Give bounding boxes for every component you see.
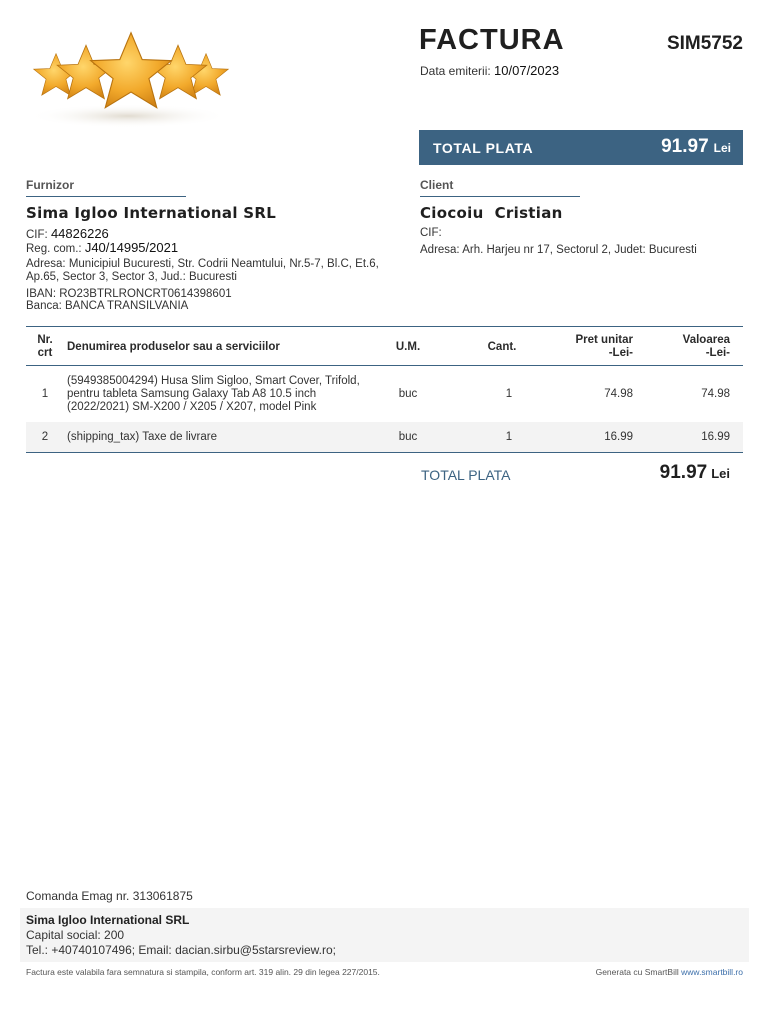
client-address: Adresa: Arh. Harjeu nr 17, Sectorul 2, Judet: Bucuresti (420, 244, 697, 256)
header-value-line1: Valoarea (682, 334, 730, 346)
row-nr: 1 (41, 388, 49, 400)
header-value-line2: -Lei- (705, 347, 730, 359)
summary-currency: Lei (711, 466, 730, 481)
header-nr-line2: crt (37, 347, 53, 359)
row-um: buc (398, 431, 418, 443)
supplier-reg-value: J40/14995/2021 (84, 240, 179, 255)
table-row (26, 422, 743, 453)
total-currency: Lei (713, 141, 731, 155)
header-unit-price (546, 334, 633, 360)
products-table (26, 326, 743, 453)
total-payment-amount (661, 136, 731, 158)
row-qty: 1 (505, 388, 513, 400)
client-cif: CIF: (420, 227, 442, 239)
row-product-name: (shipping_tax) Taxe de livrare (67, 431, 218, 443)
invoice-number: SIM5752 (666, 33, 743, 54)
total-payment-label: TOTAL PLATA (433, 140, 534, 156)
row-unit-price: 74.98 (604, 388, 633, 400)
footer-capital: Capital social: 200 (26, 928, 125, 942)
row-unit-price: 16.99 (604, 431, 633, 443)
header-product-name: Denumirea produselor sau a serviciilor (67, 341, 280, 353)
header-nr (26, 334, 64, 360)
summary-total-label: TOTAL PLATA (421, 467, 511, 483)
header-nr-line1: Nr. (37, 334, 53, 346)
generated-text: Generata cu SmartBill (595, 967, 679, 977)
document-title: FACTURA (419, 24, 565, 56)
summary-total-value: 91.97 (659, 462, 708, 483)
smartbill-link[interactable]: www.smartbill.ro (681, 967, 743, 977)
supplier-reg-label: Reg. com.: (26, 243, 82, 255)
supplier-address-line2: Ap.65, Sector 3, Sector 3, Jud.: Bucuresti (26, 271, 237, 283)
footer-company-name: Sima Igloo International SRL (26, 913, 190, 927)
order-reference: Comanda Emag nr. 313061875 (26, 889, 193, 903)
row-product-name-line2: pentru tableta Samsung Galaxy Tab A8 10.5 inch (67, 388, 317, 400)
row-nr: 2 (41, 431, 49, 443)
issue-date-label: Data emiterii: (420, 64, 491, 78)
legal-note: Factura este valabila fara semnatura si stampila, conform art. 319 alin. 29 din legea 227/2015. (26, 967, 380, 977)
total-payment-bar (419, 130, 743, 165)
row-value: 74.98 (701, 388, 730, 400)
supplier-name: Sima Igloo International SRL (26, 204, 277, 222)
row-qty: 1 (505, 431, 513, 443)
five-stars-logo (28, 28, 238, 128)
supplier-reg (26, 241, 178, 256)
header-unit-price-line2: -Lei- (608, 347, 633, 359)
row-um: buc (398, 388, 418, 400)
issue-date (420, 63, 559, 78)
supplier-cif-label: CIF: (26, 229, 48, 241)
header-um: U.M. (395, 341, 421, 353)
summary-total-amount (600, 462, 730, 484)
header-unit-price-line1: Pret unitar (575, 334, 633, 346)
header-value (646, 334, 730, 360)
total-amount-value: 91.97 (661, 136, 709, 157)
row-product-name (67, 375, 377, 414)
header-qty: Cant. (487, 341, 517, 353)
table-header (26, 326, 743, 366)
supplier-address-line1: Adresa: Municipiul Bucuresti, Str. Codrii Neamtului, Nr.5-7, Bl.C, Et.6, (26, 258, 379, 270)
row-value: 16.99 (701, 431, 730, 443)
supplier-divider (26, 196, 186, 197)
client-name: Ciocoiu Cristian (420, 204, 563, 222)
footer-contact: Tel.: +40740107496; Email: dacian.sirbu@5starsreview.ro; (26, 943, 337, 957)
issue-date-value: 10/07/2023 (494, 63, 560, 78)
client-divider (420, 196, 580, 197)
supplier-label: Furnizor (26, 178, 74, 192)
row-product-name-line3: (2022/2021) SM-X200 / X205 / X207, model Pink (67, 401, 317, 413)
supplier-iban: IBAN: RO23BTRLRONCRT0614398601 (26, 288, 232, 300)
client-label: Client (420, 178, 454, 192)
company-footer (20, 908, 749, 962)
table-row (26, 366, 743, 422)
supplier-cif-value: 44826226 (50, 226, 109, 241)
supplier-bank: Banca: BANCA TRANSILVANIA (26, 300, 189, 312)
generated-by (560, 967, 743, 977)
row-product-name-line1: (5949385004294) Husa Slim Sigloo, Smart Cover, Trifold, (67, 375, 360, 387)
